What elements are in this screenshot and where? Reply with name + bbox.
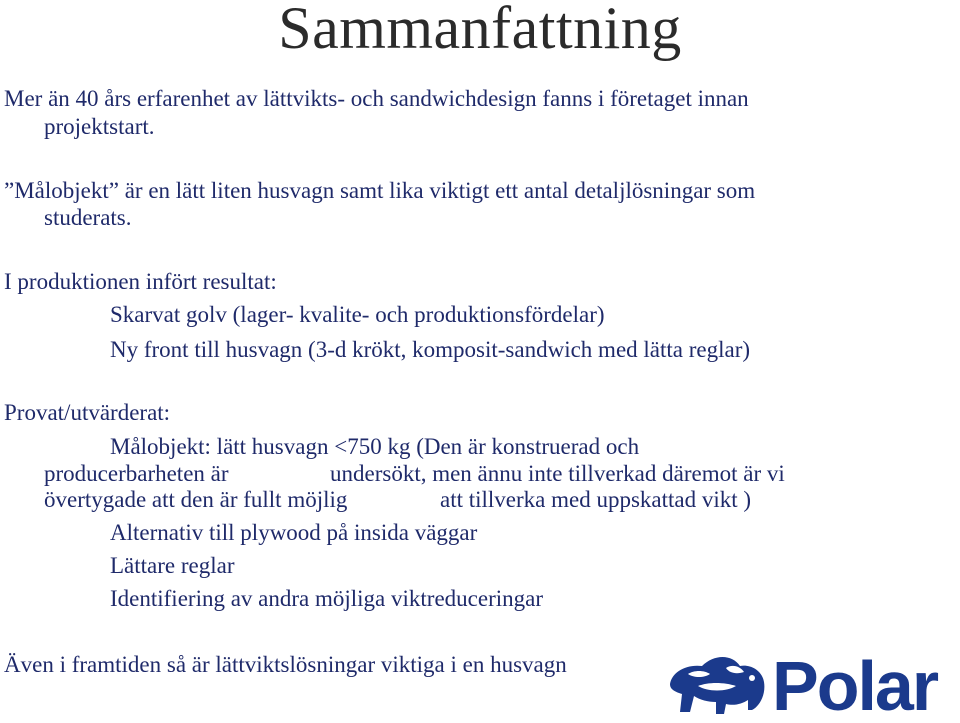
paragraph-line: ”Målobjekt” är en lätt liten husvagn samt lika viktigt ett antal detaljlösningar som [4, 178, 756, 203]
polar-logo [668, 644, 960, 718]
section-heading: I produktionen infört resultat: [4, 269, 277, 294]
list-item: Lättare reglar [110, 553, 235, 578]
list-item: Alternativ till plywood på insida väggar [110, 520, 478, 545]
list-item: Målobjekt: lätt husvagn <750 kg (Den är konstruerad och [110, 434, 640, 459]
paragraph-line: projektstart. [44, 114, 155, 139]
polar-logo-text: Polar [772, 647, 938, 718]
closing-statement: Även i framtiden så är lättviktslösningar viktiga i en husvagn [4, 652, 567, 677]
page-title: Sammanfattning [278, 0, 682, 61]
polar-bear-icon [670, 657, 764, 714]
paragraph-line: Mer än 40 års erfarenhet av lättvikts- och sandwichdesign fanns i företaget innan [4, 86, 749, 111]
list-item: Identifiering av andra möjliga viktreduceringar [110, 586, 543, 611]
list-item-continuation: övertygade att den är fullt möjlig [44, 487, 348, 512]
list-item: Ny front till husvagn (3-d krökt, komposit-sandwich med lätta reglar) [110, 337, 751, 362]
list-item-continuation: undersökt, men ännu inte tillverkad däremot är vi [330, 461, 785, 486]
paragraph-line: studerats. [44, 205, 132, 230]
list-item-continuation: producerbarheten är [44, 461, 229, 486]
list-item: Skarvat golv (lager- kvalite- och produktionsfördelar) [110, 302, 605, 327]
section-heading: Provat/utvärderat: [4, 400, 171, 425]
list-item-continuation: att tillverka med uppskattad vikt ) [440, 487, 752, 512]
